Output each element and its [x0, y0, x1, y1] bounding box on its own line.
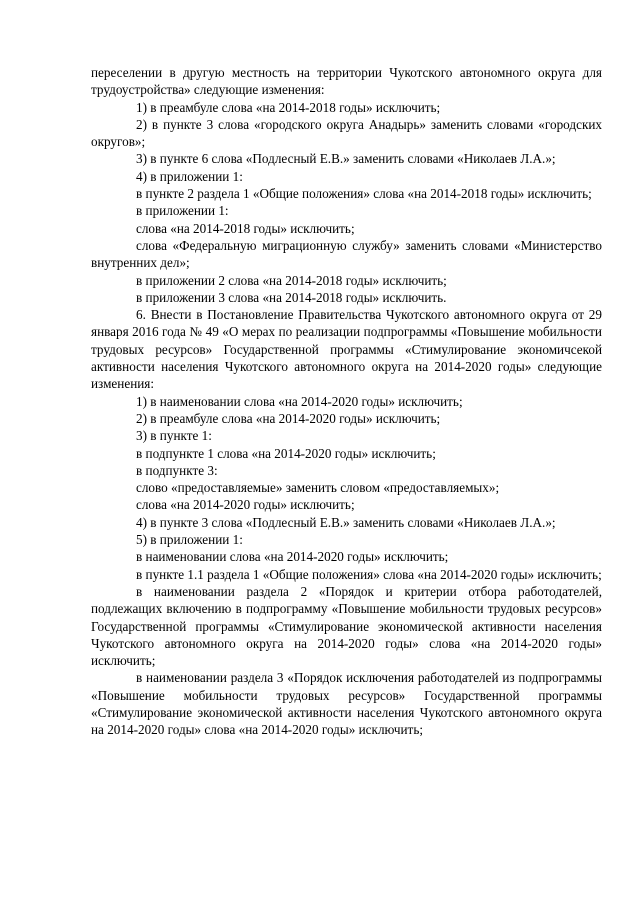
- paragraph: 4) в приложении 1:: [136, 168, 243, 184]
- paragraph: в пункте 2 раздела 1 «Общие положения» слова «на 2014-2018 годы» исключить;: [136, 186, 592, 202]
- paragraph: в приложении 1:: [136, 203, 229, 219]
- paragraph: в пункте 1.1 раздела 1 «Общие положения» слова «на 2014-2020 годы» исключить;: [136, 566, 602, 582]
- paragraph: 3) в пункте 6 слова «Подлесный Е.В.» заменить словами «Николаев Л.А.»;: [136, 151, 556, 167]
- paragraph: в подпункте 1 слова «на 2014-2020 годы» исключить;: [136, 445, 436, 461]
- paragraph: в наименовании раздела 2 «Порядок и критерии отбора работодателей, подлежащих включению в подпрограмму «Повышение мобильности трудовых ресурсов» Государственной программы «Стимулирование экономической активности населения Чукотского автономного округа на 2014-2020 годы» слова «на 2014-2020 годы» исключить;: [91, 583, 602, 669]
- paragraph: слова «на 2014-2018 годы» исключить;: [136, 220, 355, 236]
- paragraph: 5) в приложении 1:: [136, 532, 243, 548]
- document-body: [91, 64, 602, 739]
- paragraph: в наименовании слова «на 2014-2020 годы» исключить;: [136, 549, 449, 565]
- paragraph: переселении в другую местность на территории Чукотского автономного округа для трудоустройства» следующие изменения:: [91, 65, 602, 98]
- paragraph: слова «Федеральную миграционную службу» заменить словами «Министерство внутренних дел»;: [91, 237, 602, 271]
- paragraph: слова «на 2014-2020 годы» исключить;: [136, 497, 355, 513]
- paragraph: в приложении 3 слова «на 2014-2018 годы» исключить.: [136, 289, 447, 305]
- paragraph: в наименовании раздела 3 «Порядок исключения работодателей из подпрограммы «Повышение мобильности трудовых ресурсов» Государственной программы «Стимулирование экономической активности населения Чукотского автономного округа на 2014-2020 годы» слова «на 2014-2020 годы» исключить;: [91, 670, 602, 738]
- paragraph: 2) в преамбуле слова «на 2014-2020 годы» исключить;: [136, 410, 441, 426]
- paragraph: 1) в преамбуле слова «на 2014-2018 годы» исключить;: [136, 99, 441, 115]
- paragraph: 6. Внести в Постановление Правительства Чукотского автономного округа от 29 января 2016 года № 49 «О мерах по реализации подпрограммы «Повышение мобильности трудовых ресурсов» Государственной программы «Стимулирование экономичсекой активности населения Чукотского автономного округа на 2014-2020 годы» следующие изменения:: [91, 307, 602, 392]
- paragraph: 3) в пункте 1:: [136, 428, 212, 444]
- paragraph: 1) в наименовании слова «на 2014-2020 годы» исключить;: [136, 393, 463, 409]
- paragraph: слово «предоставляемые» заменить словом «предоставляемых»;: [136, 480, 500, 496]
- paragraph: 4) в пункте 3 слова «Подлесный Е.В.» заменить словами «Николаев Л.А.»;: [136, 514, 556, 530]
- paragraph: в приложении 2 слова «на 2014-2018 годы» исключить;: [136, 272, 447, 288]
- paragraph: 2) в пункте 3 слова «городского округа Анадырь» заменить словами «городских округов»;: [91, 116, 602, 150]
- paragraph: в подпункте 3:: [136, 462, 218, 478]
